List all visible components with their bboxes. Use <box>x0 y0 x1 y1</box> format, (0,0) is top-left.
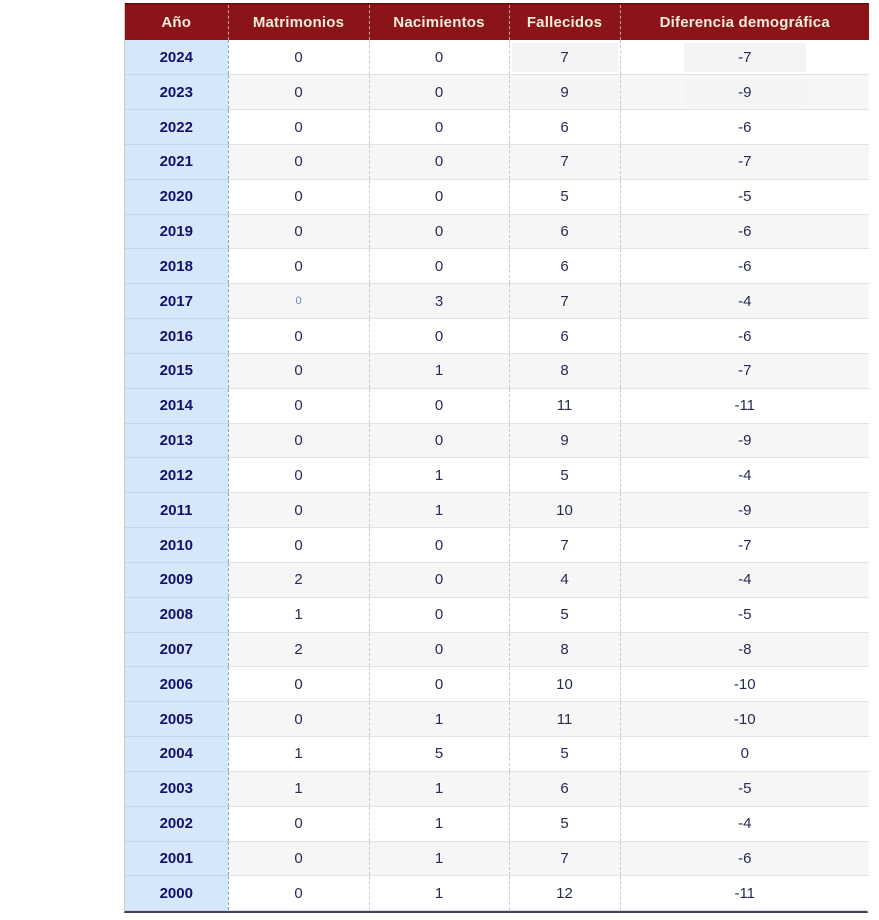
marriages-cell <box>228 423 369 458</box>
births-cell <box>369 737 509 772</box>
difference-cell <box>620 40 869 75</box>
marriages-cell <box>228 841 369 876</box>
difference-value: -6 <box>738 849 752 867</box>
marriages-cell <box>228 667 369 702</box>
marriages-cell <box>228 179 369 214</box>
difference-cell <box>620 771 869 806</box>
marriages-cell <box>228 597 369 632</box>
births-value: 0 <box>434 223 444 241</box>
births-value: 0 <box>434 640 444 658</box>
difference-value: 0 <box>740 745 749 763</box>
marriages-cell <box>228 458 369 493</box>
difference-cell <box>620 737 869 772</box>
table-body <box>125 40 869 911</box>
marriages-value: 0 <box>294 466 303 484</box>
difference-value: -6 <box>738 257 752 275</box>
births-cell <box>369 702 509 737</box>
births-cell <box>369 214 509 249</box>
difference-value: -10 <box>733 675 756 693</box>
births-cell <box>369 841 509 876</box>
births-cell <box>369 667 509 702</box>
births-cell <box>369 179 509 214</box>
year-cell: 2014 <box>125 388 228 423</box>
births-cell <box>369 75 509 110</box>
deaths-value: 8 <box>560 640 569 658</box>
difference-value: -9 <box>738 501 752 519</box>
table-row <box>125 110 869 145</box>
table-row <box>125 667 869 702</box>
table-row <box>125 423 869 458</box>
deaths-cell <box>509 144 620 179</box>
year-cell: 2020 <box>125 179 228 214</box>
marriages-cell <box>228 284 369 319</box>
deaths-cell <box>509 110 620 145</box>
column-header-births: Nacimientos <box>369 4 509 40</box>
table-row <box>125 806 869 841</box>
difference-value: -7 <box>738 536 752 554</box>
difference-cell <box>620 214 869 249</box>
births-value: 1 <box>434 466 444 484</box>
deaths-cell <box>509 75 620 110</box>
difference-value: -7 <box>738 362 752 380</box>
difference-value: -6 <box>738 223 752 241</box>
deaths-cell <box>509 632 620 667</box>
year-cell: 2013 <box>125 423 228 458</box>
table-row <box>125 284 869 319</box>
marriages-cell <box>228 75 369 110</box>
year-cell: 2016 <box>125 319 228 354</box>
marriages-value: 1 <box>294 606 303 624</box>
table-row <box>125 702 869 737</box>
table-row <box>125 528 869 563</box>
deaths-value: 9 <box>560 432 569 450</box>
year-cell: 2003 <box>125 771 228 806</box>
deaths-value: 11 <box>556 397 573 415</box>
year-cell: 2015 <box>125 353 228 388</box>
deaths-cell <box>509 458 620 493</box>
marriages-value: 1 <box>294 745 303 763</box>
births-cell <box>369 388 509 423</box>
marriages-cell <box>228 214 369 249</box>
marriages-cell <box>228 632 369 667</box>
column-header-year: Año <box>125 4 228 40</box>
deaths-value: 5 <box>560 815 569 833</box>
births-cell <box>369 423 509 458</box>
marriages-cell <box>228 562 369 597</box>
births-value: 1 <box>434 849 444 867</box>
deaths-cell <box>509 806 620 841</box>
births-cell <box>369 562 509 597</box>
deaths-value: 5 <box>560 745 569 763</box>
year-cell: 2011 <box>125 493 228 528</box>
marriages-value: 0 <box>294 48 303 66</box>
births-value: 0 <box>434 118 444 136</box>
deaths-value: 6 <box>560 327 569 345</box>
year-cell: 2017 <box>125 284 228 319</box>
births-value: 0 <box>434 397 444 415</box>
marriages-cell <box>228 771 369 806</box>
table-row <box>125 632 869 667</box>
deaths-value: 8 <box>560 362 569 380</box>
marriages-cell <box>228 249 369 284</box>
marriages-value: 1 <box>294 780 303 798</box>
deaths-value: 6 <box>560 780 569 798</box>
difference-value: -5 <box>738 780 752 798</box>
deaths-value: 9 <box>512 78 618 107</box>
births-cell <box>369 876 509 911</box>
marriages-value: 2 <box>294 571 303 589</box>
year-cell: 2023 <box>125 75 228 110</box>
births-cell <box>369 806 509 841</box>
year-cell: 2018 <box>125 249 228 284</box>
births-cell <box>369 319 509 354</box>
deaths-value: 5 <box>560 466 569 484</box>
deaths-cell <box>509 353 620 388</box>
difference-value: -7 <box>684 43 806 72</box>
marriages-value: 0 <box>294 884 303 902</box>
births-value: 0 <box>434 675 444 693</box>
deaths-cell <box>509 841 620 876</box>
births-cell <box>369 528 509 563</box>
deaths-value: 4 <box>560 571 569 589</box>
year-cell: 2008 <box>125 597 228 632</box>
marriages-cell <box>228 737 369 772</box>
year-cell: 2012 <box>125 458 228 493</box>
marriages-cell <box>228 110 369 145</box>
marriages-value: 0 <box>294 849 303 867</box>
marriages-value: 0 <box>294 83 303 101</box>
difference-cell <box>620 841 869 876</box>
table-row <box>125 562 869 597</box>
marriages-cell <box>228 702 369 737</box>
deaths-cell <box>509 423 620 458</box>
table-row <box>125 876 869 911</box>
deaths-cell <box>509 493 620 528</box>
deaths-value: 10 <box>556 675 573 693</box>
difference-value: -4 <box>738 571 752 589</box>
births-cell <box>369 493 509 528</box>
difference-cell <box>620 562 869 597</box>
marriages-cell <box>228 40 369 75</box>
deaths-value: 10 <box>556 501 573 519</box>
difference-cell <box>620 388 869 423</box>
difference-value: -6 <box>738 327 752 345</box>
births-value: 1 <box>434 884 444 902</box>
births-value: 0 <box>434 257 444 275</box>
difference-value: -7 <box>738 153 752 171</box>
births-value: 0 <box>434 83 444 101</box>
column-header-demographic-difference: Diferencia demográfica <box>620 4 869 40</box>
table-row <box>125 179 869 214</box>
year-cell: 2000 <box>125 876 228 911</box>
marriages-value: 0 <box>294 153 303 171</box>
deaths-cell <box>509 876 620 911</box>
table-row <box>125 841 869 876</box>
difference-cell <box>620 144 869 179</box>
table-header <box>125 4 869 40</box>
marriages-value: 0 <box>295 294 302 307</box>
table-row <box>125 319 869 354</box>
year-cell: 2021 <box>125 144 228 179</box>
deaths-value: 11 <box>556 710 573 728</box>
difference-cell <box>620 319 869 354</box>
births-cell <box>369 284 509 319</box>
deaths-cell <box>509 179 620 214</box>
deaths-cell <box>509 249 620 284</box>
difference-cell <box>620 667 869 702</box>
marriages-cell <box>228 388 369 423</box>
deaths-value: 7 <box>560 153 569 171</box>
marriages-cell <box>228 528 369 563</box>
deaths-cell <box>509 562 620 597</box>
difference-value: -9 <box>684 78 806 107</box>
births-cell <box>369 110 509 145</box>
marriages-value: 0 <box>294 710 303 728</box>
births-value: 0 <box>434 571 444 589</box>
difference-value: -5 <box>738 188 752 206</box>
table-row <box>125 214 869 249</box>
births-value: 3 <box>434 292 444 310</box>
marriages-value: 0 <box>294 188 303 206</box>
births-cell <box>369 632 509 667</box>
marriages-value: 0 <box>294 501 303 519</box>
difference-cell <box>620 284 869 319</box>
deaths-value: 5 <box>560 188 569 206</box>
deaths-value: 7 <box>560 536 569 554</box>
table-row <box>125 597 869 632</box>
deaths-cell <box>509 388 620 423</box>
table-row <box>125 40 869 75</box>
deaths-cell <box>509 737 620 772</box>
difference-value: -10 <box>733 710 756 728</box>
difference-value: -11 <box>734 884 756 902</box>
births-cell <box>369 249 509 284</box>
year-cell: 2002 <box>125 806 228 841</box>
difference-value: -5 <box>738 606 752 624</box>
births-value: 1 <box>434 780 444 798</box>
births-value: 0 <box>434 327 444 345</box>
deaths-value: 5 <box>560 606 569 624</box>
difference-value: -11 <box>734 397 756 415</box>
births-cell <box>369 597 509 632</box>
deaths-cell <box>509 597 620 632</box>
deaths-value: 6 <box>560 118 569 136</box>
births-value: 1 <box>434 362 444 380</box>
difference-cell <box>620 458 869 493</box>
births-value: 1 <box>434 710 444 728</box>
marriages-cell <box>228 319 369 354</box>
table-row <box>125 249 869 284</box>
deaths-cell <box>509 702 620 737</box>
marriages-value: 0 <box>294 675 303 693</box>
demography-table <box>125 3 869 911</box>
table-row <box>125 75 869 110</box>
year-cell: 2024 <box>125 40 228 75</box>
births-value: 0 <box>434 432 444 450</box>
difference-cell <box>620 179 869 214</box>
deaths-value: 6 <box>560 257 569 275</box>
deaths-cell <box>509 771 620 806</box>
marriages-cell <box>228 876 369 911</box>
difference-value: -4 <box>738 466 752 484</box>
year-cell: 2009 <box>125 562 228 597</box>
marriages-value: 0 <box>294 327 303 345</box>
difference-cell <box>620 423 869 458</box>
difference-cell <box>620 249 869 284</box>
marriages-value: 0 <box>294 257 303 275</box>
year-cell: 2006 <box>125 667 228 702</box>
difference-cell <box>620 597 869 632</box>
difference-value: -9 <box>738 432 752 450</box>
difference-value: -4 <box>738 292 752 310</box>
marriages-value: 0 <box>294 536 303 554</box>
marriages-cell <box>228 144 369 179</box>
difference-cell <box>620 806 869 841</box>
table-row <box>125 388 869 423</box>
births-value: 1 <box>434 501 444 519</box>
difference-cell <box>620 702 869 737</box>
births-value: 0 <box>434 536 444 554</box>
marriages-value: 0 <box>294 432 303 450</box>
marriages-value: 0 <box>294 397 303 415</box>
year-cell: 2019 <box>125 214 228 249</box>
difference-cell <box>620 632 869 667</box>
births-value: 0 <box>434 188 444 206</box>
marriages-value: 0 <box>294 815 303 833</box>
header-row <box>125 4 869 40</box>
difference-cell <box>620 876 869 911</box>
difference-value: -8 <box>738 640 752 658</box>
births-cell <box>369 144 509 179</box>
table-row <box>125 353 869 388</box>
births-value: 0 <box>434 48 444 66</box>
column-header-marriages: Matrimonios <box>228 4 369 40</box>
demography-table-container <box>124 3 868 913</box>
births-value: 1 <box>434 815 444 833</box>
deaths-cell <box>509 528 620 563</box>
marriages-value: 0 <box>294 223 303 241</box>
difference-cell <box>620 493 869 528</box>
deaths-cell <box>509 40 620 75</box>
births-cell <box>369 771 509 806</box>
births-value: 0 <box>434 606 444 624</box>
deaths-cell <box>509 284 620 319</box>
deaths-cell <box>509 319 620 354</box>
births-value: 0 <box>434 153 444 171</box>
year-cell: 2001 <box>125 841 228 876</box>
year-cell: 2005 <box>125 702 228 737</box>
deaths-value: 12 <box>556 884 573 902</box>
table-row <box>125 493 869 528</box>
marriages-cell <box>228 493 369 528</box>
deaths-cell <box>509 214 620 249</box>
marriages-cell <box>228 806 369 841</box>
deaths-value: 7 <box>560 849 569 867</box>
year-cell: 2007 <box>125 632 228 667</box>
deaths-value: 7 <box>512 43 618 72</box>
table-row <box>125 771 869 806</box>
column-header-deaths: Fallecidos <box>509 4 620 40</box>
table-row <box>125 458 869 493</box>
marriages-value: 2 <box>294 640 303 658</box>
year-cell: 2004 <box>125 737 228 772</box>
difference-cell <box>620 528 869 563</box>
births-cell <box>369 353 509 388</box>
difference-cell <box>620 110 869 145</box>
marriages-value: 0 <box>294 118 303 136</box>
year-cell: 2022 <box>125 110 228 145</box>
difference-value: -4 <box>738 815 752 833</box>
marriages-value: 0 <box>294 362 303 380</box>
marriages-cell <box>228 353 369 388</box>
table-row <box>125 144 869 179</box>
births-cell <box>369 458 509 493</box>
deaths-value: 7 <box>560 292 569 310</box>
births-cell <box>369 40 509 75</box>
deaths-value: 6 <box>560 223 569 241</box>
year-cell: 2010 <box>125 528 228 563</box>
deaths-cell <box>509 667 620 702</box>
difference-cell <box>620 353 869 388</box>
difference-cell <box>620 75 869 110</box>
births-value: 5 <box>434 745 444 763</box>
table-row <box>125 737 869 772</box>
difference-value: -6 <box>738 118 752 136</box>
